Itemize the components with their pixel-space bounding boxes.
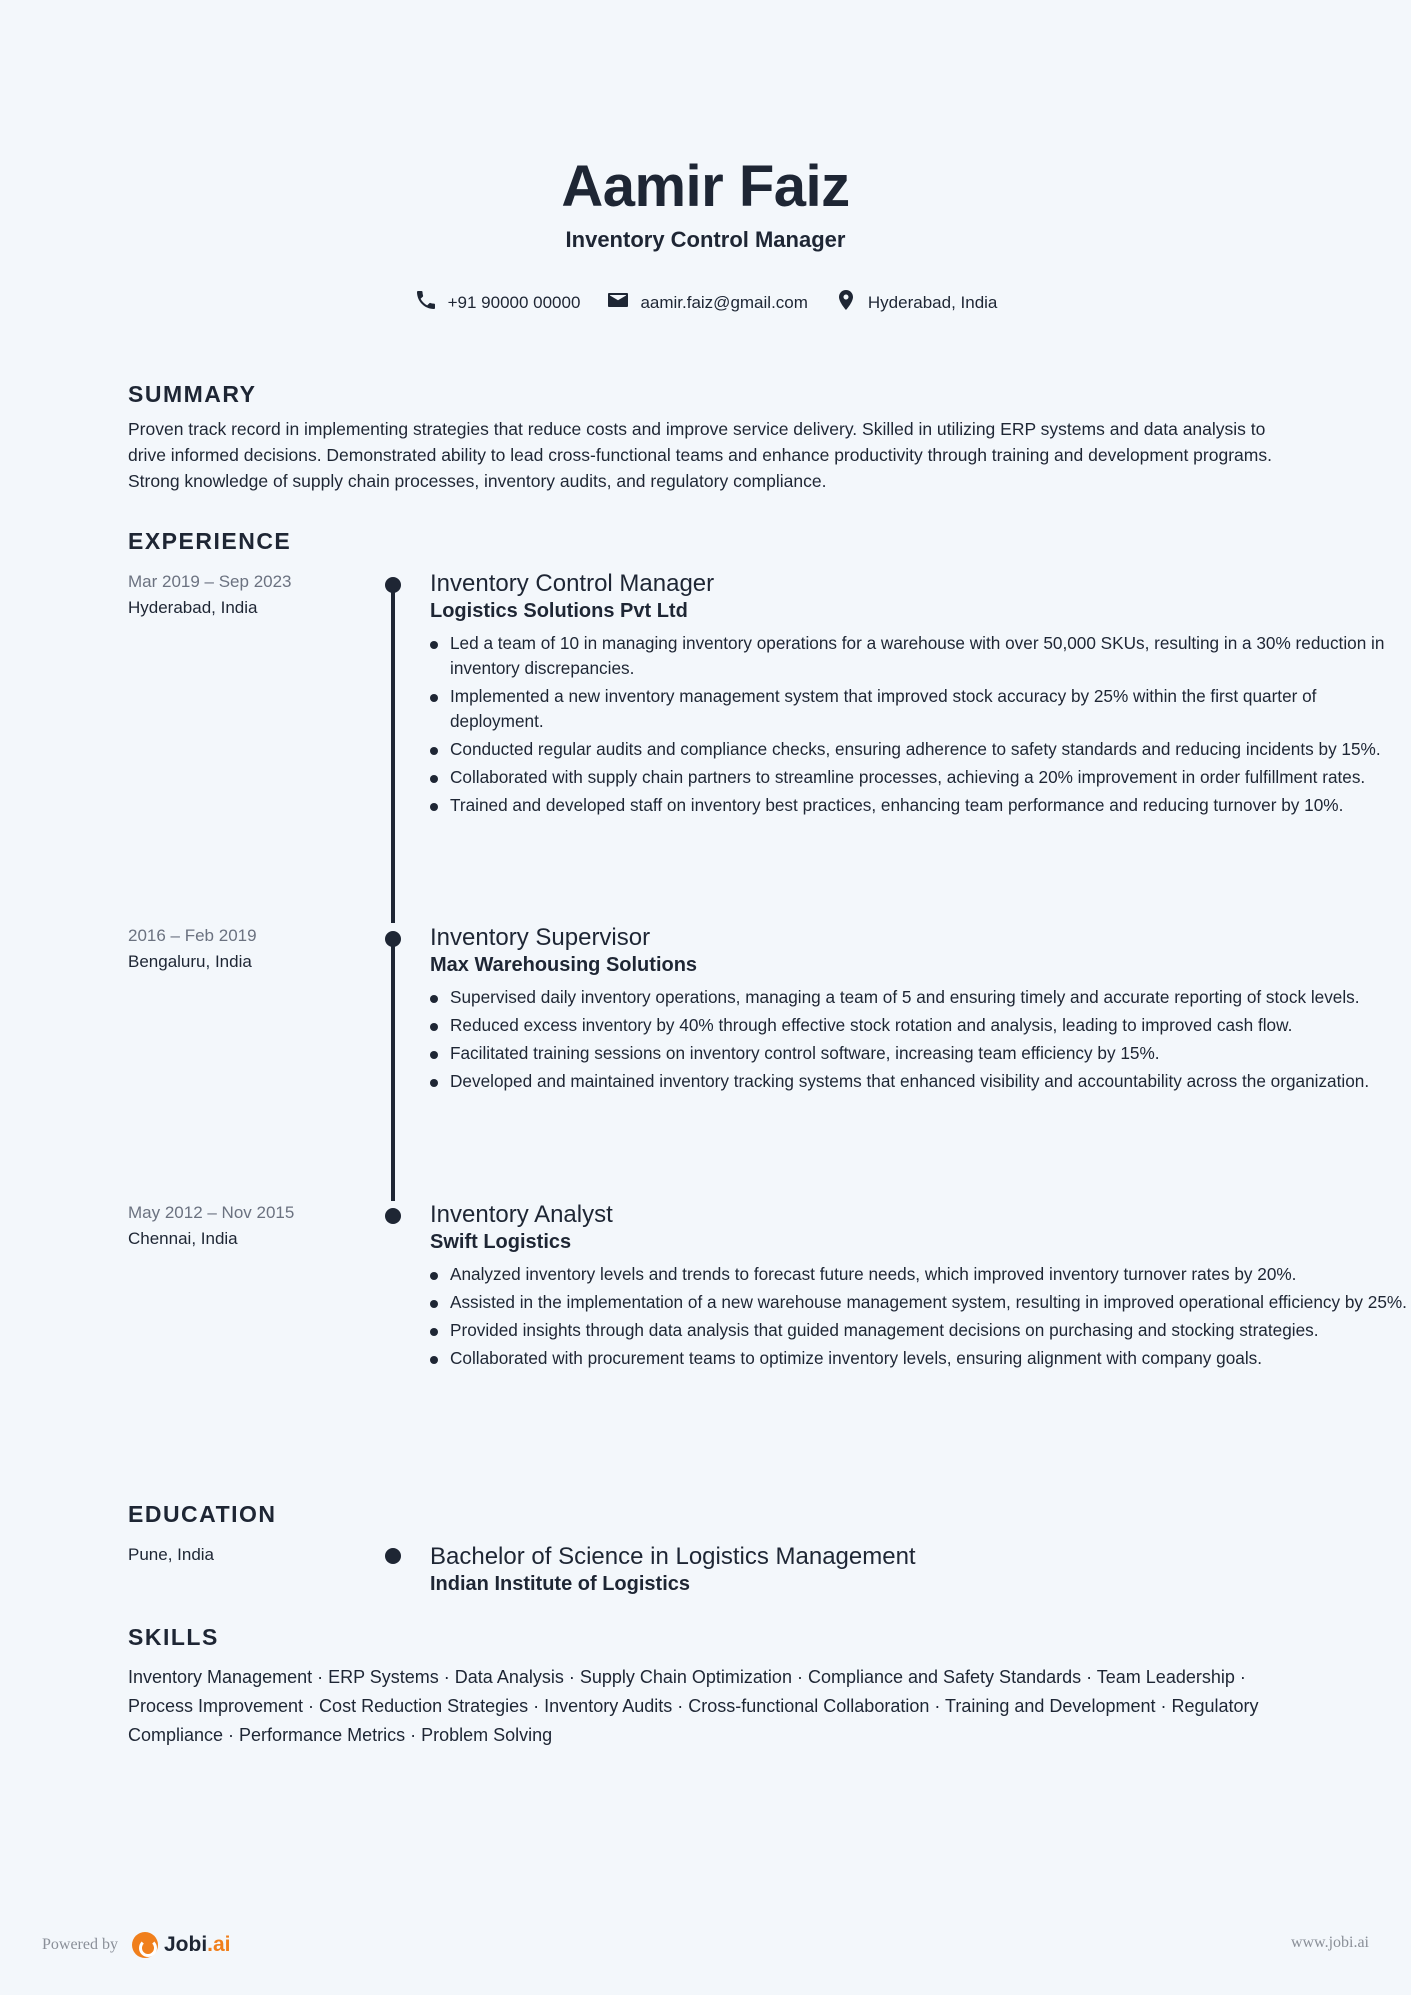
list-item: Analyzed inventory levels and trends to forecast future needs, which improved inventory turnover rates by 20%. [430, 1262, 1410, 1287]
email-text: aamir.faiz@gmail.com [640, 292, 808, 312]
entry-date: Mar 2019 – Sep 2023 [128, 572, 292, 591]
mail-icon [606, 288, 630, 317]
experience-heading: EXPERIENCE [128, 528, 292, 554]
list-item: Assisted in the implementation of a new warehouse management system, resulting in improved operational efficiency by 25%. [430, 1290, 1410, 1315]
education-heading: EDUCATION [128, 1501, 277, 1527]
summary-heading: SUMMARY [128, 381, 257, 407]
job-role: Inventory Control Manager [430, 570, 715, 597]
jobi-logo-icon [132, 1932, 158, 1958]
location-pin-icon [834, 288, 858, 317]
phone-icon [414, 288, 438, 317]
timeline-dot [385, 1208, 401, 1224]
timeline-dot [385, 577, 401, 593]
entry-location: Bengaluru, India [128, 952, 252, 971]
entry-location: Hyderabad, India [128, 598, 258, 617]
list-item: Developed and maintained inventory tracking systems that enhanced visibility and accountability across the organization. [430, 1069, 1410, 1094]
list-item: Collaborated with procurement teams to optimize inventory levels, ensuring alignment with company goals. [430, 1346, 1410, 1371]
degree-name: Bachelor of Science in Logistics Management [430, 1543, 916, 1570]
summary-section [128, 380, 1278, 494]
school-name: Indian Institute of Logistics [430, 1573, 690, 1595]
job-role: Inventory Analyst [430, 1201, 613, 1228]
skills-heading: SKILLS [128, 1624, 219, 1650]
logo-suffix: .ai [207, 1933, 231, 1956]
contact-row [0, 288, 1411, 317]
skills-list: Inventory Management · ERP Systems · Data Analysis · Supply Chain Optimization · Compliance and Safety Standards · Team Leadership · Process Improvement · Cost Reduction Strategies · Inventory Audits · Cross-functional Collaboration · Training and Development · Regulatory Compliance · Performance Metrics · Problem Solving [128, 1667, 1259, 1745]
experience-section [128, 527, 1278, 555]
candidate-title: Inventory Control Manager [565, 227, 846, 252]
bullet-list [430, 631, 1410, 818]
list-item: Supervised daily inventory operations, managing a team of 5 and ensuring timely and accurate reporting of stock levels. [430, 985, 1410, 1010]
contact-location [834, 288, 997, 317]
page-footer [0, 1928, 1411, 1958]
skills-section [128, 1623, 1278, 1750]
entry-location: Pune, India [128, 1545, 215, 1564]
contact-phone[interactable] [414, 288, 581, 317]
resume-header [0, 152, 1411, 254]
list-item: Collaborated with supply chain partners to streamline processes, achieving a 20% improvement in order fulfillment rates. [430, 765, 1410, 790]
company-name: Logistics Solutions Pvt Ltd [430, 600, 688, 622]
list-item: Implemented a new inventory management system that improved stock accuracy by 25% within the first quarter of deployment. [430, 684, 1410, 734]
summary-text: Proven track record in implementing strategies that reduce costs and improve service delivery. Skilled in utilizing ERP systems and data analysis to drive informed decisions. Demonstrated ability to lead cross-functional teams and enhance productivity through training and development programs. Strong knowledge of supply chain processes, inventory audits, and regulatory compliance. [128, 419, 1272, 491]
job-role: Inventory Supervisor [430, 924, 651, 951]
entry-location: Chennai, India [128, 1229, 238, 1248]
contact-email[interactable] [606, 288, 807, 317]
list-item: Provided insights through data analysis that guided management decisions on purchasing and stocking strategies. [430, 1318, 1410, 1343]
timeline-dot [385, 1548, 401, 1564]
list-item: Conducted regular audits and compliance checks, ensuring adherence to safety standards and reducing incidents by 15%. [430, 737, 1410, 762]
education-section [128, 1500, 1278, 1528]
site-link[interactable]: www.jobi.ai [1290, 1934, 1369, 1951]
location-text: Hyderabad, India [867, 292, 998, 312]
powered-by [42, 1932, 231, 1958]
list-item: Facilitated training sessions on inventory control software, increasing team efficiency by 15%. [430, 1041, 1410, 1066]
list-item: Trained and developed staff on inventory best practices, enhancing team performance and reducing turnover by 10%. [430, 793, 1410, 818]
bullet-list [430, 985, 1410, 1094]
bullet-list [430, 1262, 1410, 1371]
timeline-line [391, 939, 395, 1201]
company-name: Max Warehousing Solutions [430, 954, 698, 976]
timeline-line [391, 585, 395, 923]
powered-by-label: Powered by [42, 1936, 118, 1953]
logo-text: Jobi [163, 1933, 208, 1956]
phone-text: +91 90000 00000 [447, 292, 581, 312]
list-item: Led a team of 10 in managing inventory operations for a warehouse with over 50,000 SKUs, resulting in a 30% reduction in inventory discrepancies. [430, 631, 1410, 681]
company-name: Swift Logistics [430, 1231, 572, 1253]
entry-date: May 2012 – Nov 2015 [128, 1203, 295, 1222]
list-item: Reduced excess inventory by 40% through effective stock rotation and analysis, leading to improved cash flow. [430, 1013, 1410, 1038]
candidate-name: Aamir Faiz [561, 154, 850, 219]
jobi-logo[interactable] [132, 1932, 231, 1958]
entry-date: 2016 – Feb 2019 [128, 926, 257, 945]
timeline-dot [385, 931, 401, 947]
